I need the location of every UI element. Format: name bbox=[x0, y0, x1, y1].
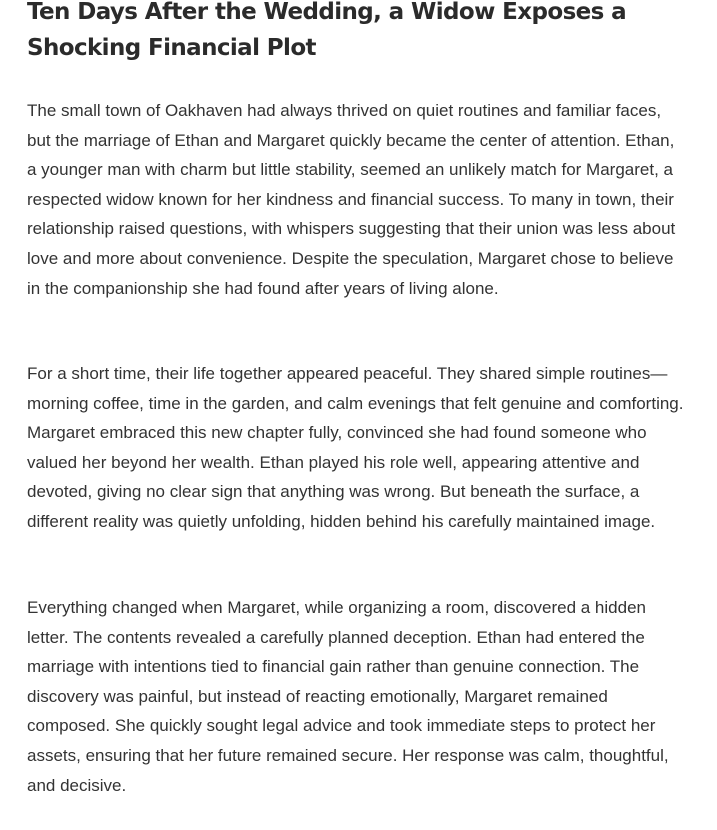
article bbox=[27, 0, 687, 795]
article-title: Ten Days After the Wedding, a Widow Exposes a Shocking Financial Plot bbox=[27, 0, 627, 61]
article-paragraph-3: Everything changed when Margaret, while organizing a room, discovered a hidden letter. The contents revealed a carefully planned deception. Ethan had entered the marriage with intentions tied to financial gain rather than genuine connection. The discovery was painful, but instead of reacting emotionally, Margaret remained composed. She quickly sought legal advice and took immediate steps to protect her assets, ensuring that her future remained secure. Her response was calm, thoughtful, and decisive. bbox=[27, 598, 669, 795]
article-paragraph-2: For a short time, their life together appeared peaceful. They shared simple routines—morning coffee, time in the garden, and calm evenings that felt genuine and comforting. Margaret embraced this new chapter fully, convinced she had found someone who valued her beyond her wealth. Ethan played his role well, appearing attentive and devoted, giving no clear sign that anything was wrong. But beneath the surface, a different reality was quietly unfolding, hidden behind his carefully maintained image. bbox=[27, 364, 684, 531]
article-paragraph-1: The small town of Oakhaven had always thrived on quiet routines and familiar faces, but the marriage of Ethan and Margaret quickly became the center of attention. Ethan, a younger man with charm but little stability, seemed an unlikely match for Margaret, a respected widow known for her kindness and financial success. To many in town, their relationship raised questions, with whispers suggesting that their union was less about love and more about convenience. Despite the speculation, Margaret chose to believe in the companionship she had found after years of living alone. bbox=[27, 101, 676, 298]
